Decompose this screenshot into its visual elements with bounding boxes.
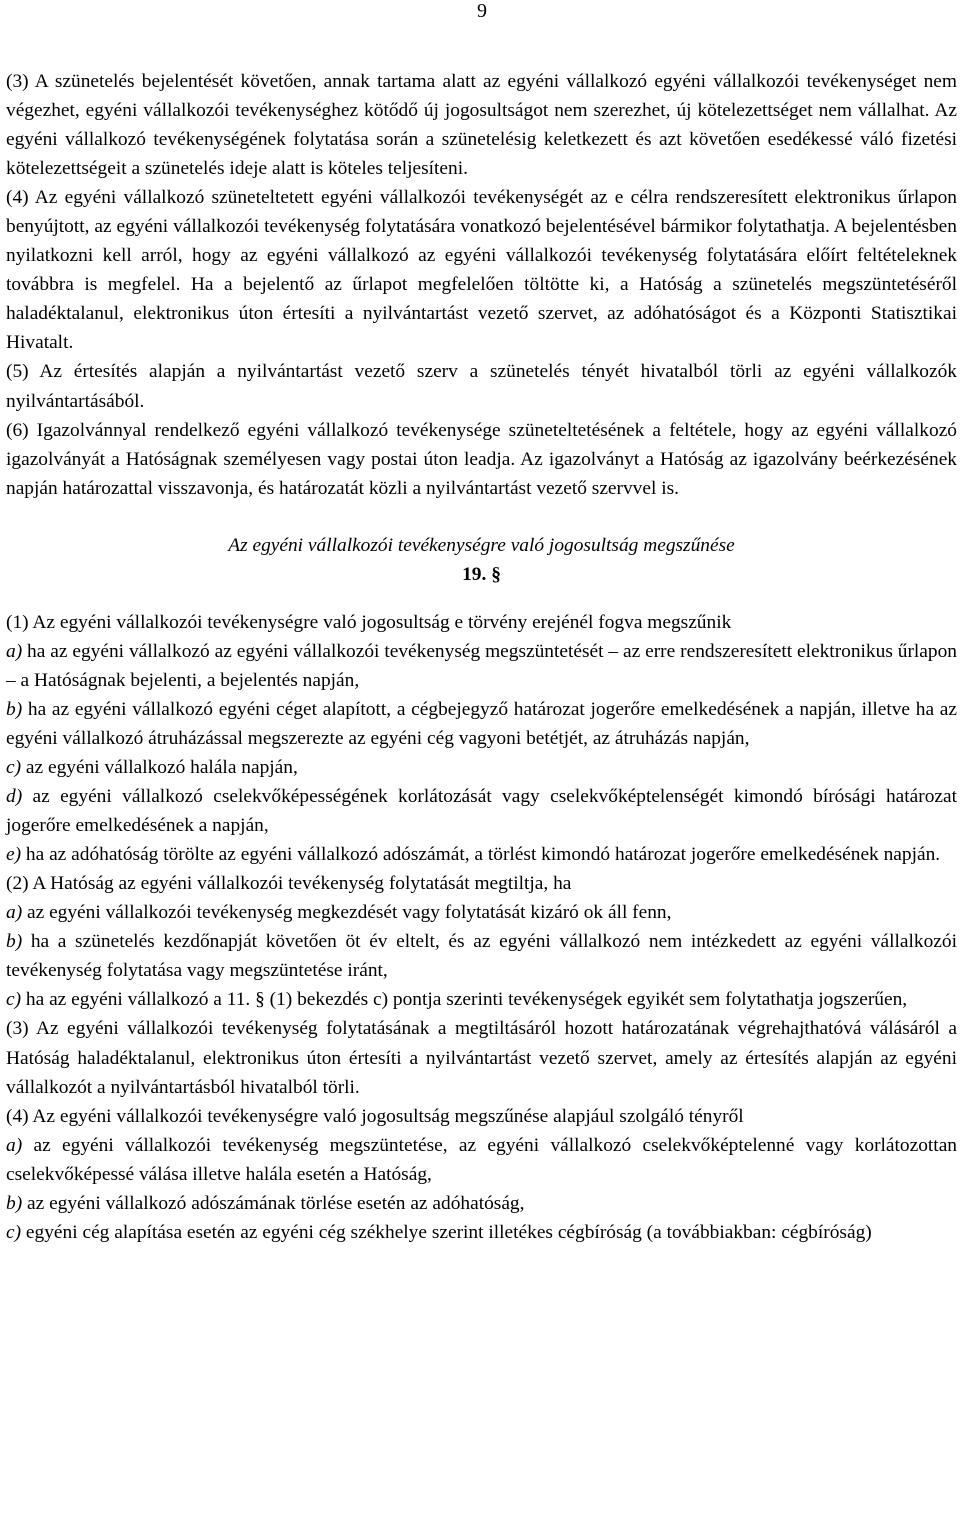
- section-number: 19. §: [462, 563, 501, 585]
- section-title: Az egyéni vállalkozói tevékenységre való jogosultság megszűnése: [228, 534, 735, 556]
- item-text: ha az egyéni vállalkozó egyéni céget alapított, a cégbejegyző határozat jogerőre emelkedésének a napján, illetve ha az egyéni vállalkozó átruházással megszerezte az egyéni cég vagyoni betétjét, az átruházás napján,: [6, 698, 957, 749]
- item-text: (2) A Hatóság az egyéni vállalkozói tevékenység folytatását megtiltja, ha: [6, 873, 572, 895]
- item-2-intro: [6, 869, 957, 898]
- item-text: egyéni cég alapítása esetén az egyéni cég székhelye szerint illetékes cégbíróság (a továbbiakban: cégbíróság): [21, 1221, 872, 1243]
- item-text: (3) Az egyéni vállalkozói tevékenység folytatásának a megtiltásáról hozott határozatának végrehajthatóvá válásáról a Hatóság haladéktalanul, elektronikus úton értesíti a nyilvántartást vezető szervet, amely az értesítés alapján az egyéni vállalkozót a nyilvántartásból hivatalból törli.: [6, 1018, 957, 1098]
- item-label: b): [6, 698, 23, 720]
- item-text: (4) Az egyéni vállalkozói tevékenységre való jogosultság megszűnése alapjául szolgáló tényről: [6, 1105, 744, 1127]
- item-text: (1) Az egyéni vállalkozói tevékenységre való jogosultság e törvény erejénél fogva megszűnik: [6, 611, 732, 633]
- item-3: [6, 1014, 957, 1101]
- item-2-a: [6, 898, 957, 927]
- item-1-c: [6, 753, 957, 782]
- item-4-c: [6, 1218, 957, 1247]
- item-label: c): [6, 1221, 22, 1243]
- item-1-a: [6, 637, 957, 695]
- item-label: c): [6, 757, 22, 779]
- item-1-e: [6, 840, 957, 869]
- item-label: b): [6, 931, 23, 953]
- item-text: az egyéni vállalkozó adószámának törlése esetén az adóhatóság,: [22, 1192, 525, 1214]
- item-4-b: [6, 1189, 957, 1218]
- item-1-intro: [6, 608, 957, 637]
- item-text: az egyéni vállalkozó cselekvőképességének korlátozását vagy cselekvőképtelenségét kimondó bírósági határozat jogerőre emelkedésének a napján,: [6, 786, 957, 837]
- item-label: a): [6, 640, 23, 662]
- item-1-b: [6, 695, 957, 753]
- item-text: ha az egyéni vállalkozó a 11. § (1) bekezdés c) pontja szerinti tevékenységek egyikét sem folytathatja jogszerűen,: [21, 989, 908, 1011]
- item-text: ha a szünetelés kezdőnapját követően öt év eltelt, és az egyéni vállalkozó nem intézkedett az egyéni vállalkozói tevékenység folytatása vagy megszüntetése iránt,: [6, 931, 957, 982]
- item-2-c: [6, 985, 957, 1014]
- item-label: a): [6, 902, 23, 924]
- document-body: [6, 67, 957, 1247]
- item-1-d: [6, 782, 957, 840]
- page-number: 9: [477, 0, 487, 22]
- item-text: ha az egyéni vállalkozó az egyéni vállalkozói tevékenység megszüntetését – az erre rendszeresített elektronikus űrlapon – a Hatóságnak bejelenti, a bejelentés napján,: [6, 640, 957, 691]
- item-text: ha az adóhatóság törölte az egyéni vállalkozó adószámát, a törlést kimondó határozat jogerőre emelkedésének napján.: [21, 844, 941, 866]
- item-label: d): [6, 786, 23, 808]
- paragraph-5: (5) Az értesítés alapján a nyilvántartást vezető szerv a szünetelés tényét hivatalból törli az egyéni vállalkozók nyilvántartásából.: [6, 361, 957, 412]
- item-text: az egyéni vállalkozói tevékenység megkezdését vagy folytatását kizáró ok áll fenn,: [22, 902, 672, 924]
- paragraph-6: (6) Igazolvánnyal rendelkező egyéni vállalkozó tevékenysége szüneteltetésének a feltétele, hogy az egyéni vállalkozó igazolványát a Hatóságnak személyesen vagy postai úton leadja. Az igazolványt a Hatóság az igazolvány beérkezésének napján határozattal visszavonja, és határozatát közli a nyilvántartást vezető szervvel is.: [6, 419, 957, 499]
- item-text: az egyéni vállalkozó halála napján,: [21, 757, 298, 779]
- item-label: a): [6, 1134, 23, 1156]
- item-text: az egyéni vállalkozói tevékenység megszüntetése, az egyéni vállalkozó cselekvőképtelenné vagy korlátozottan cselekvőképessé válása illetve halála esetén a Hatóság,: [6, 1134, 957, 1185]
- item-2-b: [6, 927, 957, 985]
- item-label: e): [6, 844, 22, 866]
- paragraph-4: (4) Az egyéni vállalkozó szüneteltetett egyéni vállalkozói tevékenységét az e célra rendszeresített elektronikus űrlapon benyújtott, az egyéni vállalkozói tevékenység folytatására vonatkozó bejelentésével bármikor folytathatja. A bejelentésben nyilatkozni kell arról, hogy az egyéni vállalkozó az egyéni vállalkozói tevékenység folytatására előírt feltételeknek továbbra is megfelel. Ha a bejelentő az űrlapot megfelelően töltötte ki, a Hatóság a szünetelés megszüntetéséről haladéktalanul, elektronikus úton értesíti a nyilvántartást vezető szervet, az adóhatóságot és a Központi Statisztikai Hivatalt.: [6, 187, 957, 354]
- item-4-intro: [6, 1102, 957, 1131]
- item-label: c): [6, 989, 22, 1011]
- item-4-a: [6, 1131, 957, 1189]
- item-label: b): [6, 1192, 23, 1214]
- paragraph-3: (3) A szünetelés bejelentését követően, annak tartama alatt az egyéni vállalkozó egyéni vállalkozói tevékenységet nem végezhet, egyéni vállalkozói tevékenységhez kötődő új jogosultságot nem szerezhet, új kötelezettséget nem vállalhat. Az egyéni vállalkozó tevékenységének folytatása során a szünetelésig keletkezett és azt követően esedékessé váló fizetési kötelezettségeit a szünetelés ideje alatt is köteles teljesíteni.: [6, 71, 957, 180]
